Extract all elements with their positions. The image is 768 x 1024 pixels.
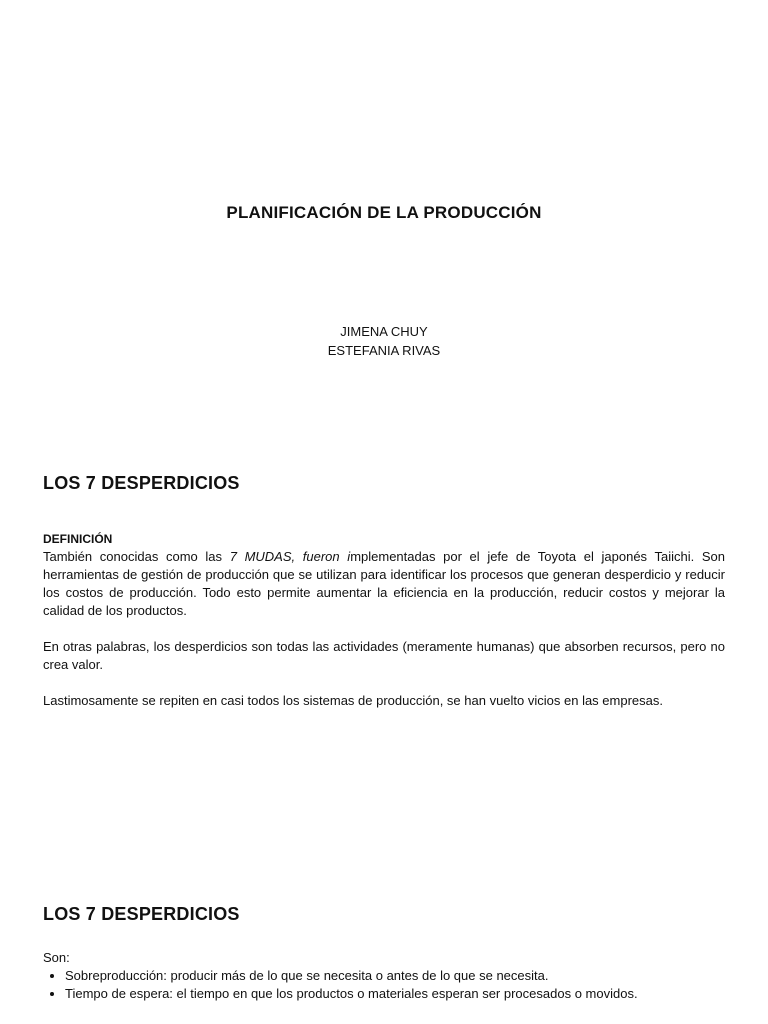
section-heading: LOS 7 DESPERDICIOS xyxy=(43,473,240,493)
paragraph-italic-text: 7 MUDAS, fueron i xyxy=(229,549,351,564)
paragraph: Lastimosamente se repiten en casi todos los sistemas de producción, se han vuelto vicios en las empresas. xyxy=(43,693,663,708)
paragraph: En otras palabras, los desperdicios son todas las actividades (meramente humanas) que absorben recursos, pero no crea valor. xyxy=(43,639,725,672)
section-heading: LOS 7 DESPERDICIOS xyxy=(43,904,240,924)
waste-list xyxy=(43,967,725,1003)
document-title: PLANIFICACIÓN DE LA PRODUCCIÓN xyxy=(226,203,542,222)
authors-block xyxy=(0,322,768,360)
list-intro: Son: xyxy=(43,950,70,965)
list-item: • Tiempo de espera: el tiempo en que los productos o materiales esperan ser procesados o movidos. xyxy=(65,985,725,1003)
list-item: • Sobreproducción: producir más de lo que se necesita o antes de lo que se necesita. xyxy=(65,967,725,985)
definition-label: DEFINICIÓN xyxy=(43,532,113,546)
paragraph-text: mplementadas por el jefe de Toyota el japonés Taiichi. Son herramientas de gestión de producción que se utilizan para identificar los procesos que generan desperdicio y reducir los costos de producción. Todo esto permite aumentar la eficiencia en la producción, reducir costos y mejorar la calidad de los productos. xyxy=(43,549,725,618)
paragraph xyxy=(43,548,725,620)
list-section xyxy=(43,949,725,1003)
author-name: ESTEFANIA RIVAS xyxy=(327,343,441,358)
definition-section xyxy=(43,530,725,728)
paragraph-text: También conocidas como las xyxy=(43,549,230,564)
author-name: JIMENA CHUY xyxy=(340,324,428,339)
